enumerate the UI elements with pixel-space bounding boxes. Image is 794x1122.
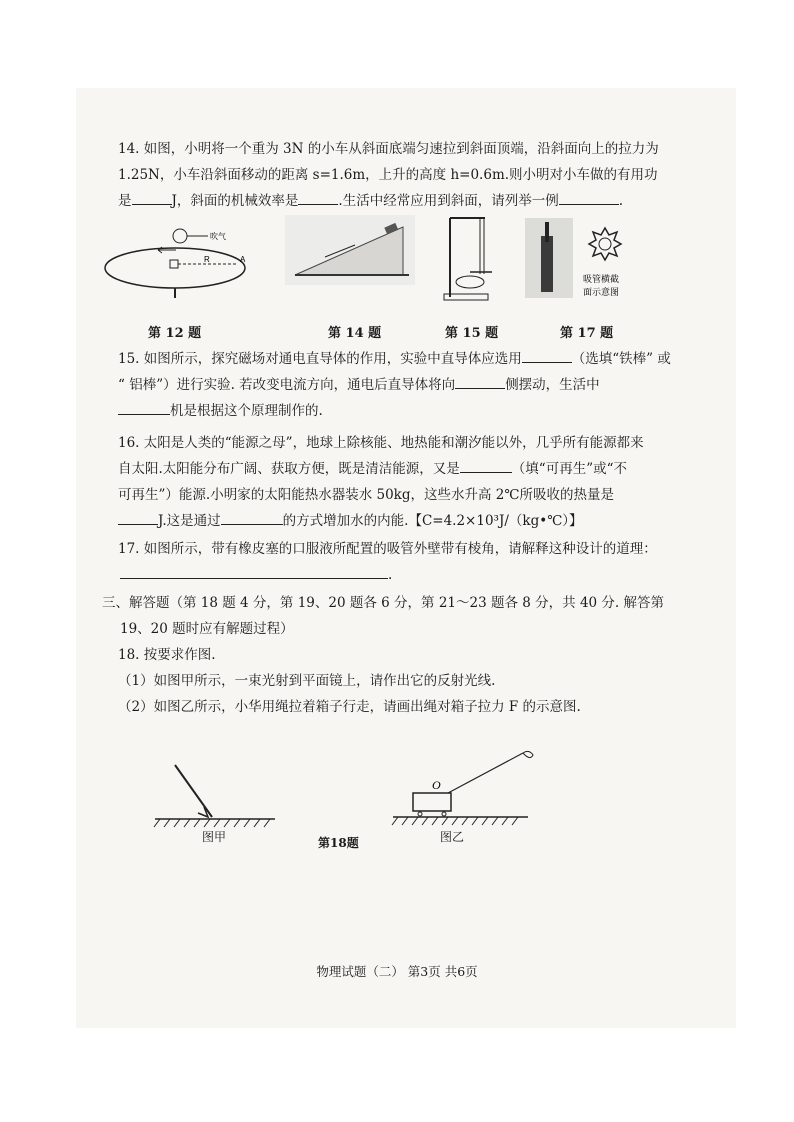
q18-sub1: （1）如图甲所示，一束光射到平面镜上，请作出它的反射光线. — [118, 673, 496, 689]
q16-text-c: J.这是通过 — [158, 513, 221, 529]
question-14 — [118, 136, 673, 214]
q15-text-d: 侧摆动，生活中 — [505, 377, 600, 393]
fig17-text2: 面示意图 — [583, 288, 620, 298]
q15-blank-3[interactable] — [118, 400, 170, 415]
q17-line1: 17. 如图所示，带有橡皮塞的口服液所配置的吸管外壁带有棱角，请解释这种设计的道理： — [118, 541, 657, 557]
q15-text-e: 机是根据这个原理制作的. — [170, 403, 323, 419]
q17-text-end: . — [388, 567, 393, 583]
q16-text-a: 自太阳.太阳能分布广阔、获取方便，既是清洁能源，又是 — [118, 461, 460, 477]
section3-line1: 三、解答题（第 18 题 4 分，第 19、20 题各 6 分，第 21～23 题各 8 分，共 40 分. 解答第 — [102, 595, 664, 611]
fig17-straw — [525, 218, 635, 298]
straw-cross-section-icon — [589, 228, 621, 260]
section3-line2: 19、20 题时应有解题过程） — [120, 621, 294, 637]
q18-title: 18. 按要求作图. — [118, 647, 216, 663]
section-3-header — [102, 590, 672, 642]
q16-blank-3[interactable] — [221, 510, 283, 525]
q16-text-d: 的方式增加水的内能.【C=4.2×10³J/（kg•℃）】 — [282, 513, 583, 529]
question-16 — [118, 430, 673, 534]
fig14-incline — [285, 215, 415, 285]
fig12-label-blow: 吹气 — [210, 232, 226, 241]
fig12-turntable — [100, 220, 250, 300]
q16-line3: 可再生”）能源.小明家的太阳能热水器装水 50kg，这些水升高 2℃所吸收的热量是 — [118, 487, 614, 503]
q14-text-c: .生活中经常应用到斜面，请列举一例 — [338, 193, 559, 209]
q16-blank-1[interactable] — [460, 458, 512, 473]
fig14-caption: 第 14 题 — [328, 326, 382, 341]
q14-line2: 1.25N，小车沿斜面移动的距离 s=1.6m，上升的高度 h=0.6m.则小明对小车做的有用功 — [118, 167, 658, 183]
q14-line3 — [118, 188, 673, 214]
q15-line2 — [118, 372, 673, 398]
question-15 — [118, 346, 673, 424]
q15-text-c: “ 铝棒”）进行实验. 若改变电流方向，通电后直导体将向 — [118, 377, 456, 393]
fig12-caption: 第 12 题 — [148, 326, 202, 341]
fig-yi-label: 图乙 — [440, 830, 465, 844]
fig15-caption: 第 15 题 — [445, 326, 499, 341]
question-18 — [118, 642, 673, 720]
fig17-text1: 吸管横截 — [583, 275, 620, 285]
q16-line1: 16. 太阳是人类的“能源之母”，地球上除核能、地热能和潮汐能以外，几乎所有能源都来 — [118, 435, 644, 451]
fig-jia-mirror — [150, 755, 280, 835]
q15-blank-1[interactable] — [522, 348, 572, 363]
page-footer: 物理试题（二） 第3页 共6页 — [316, 964, 478, 979]
q14-blank-1[interactable] — [132, 190, 172, 205]
fig12-label-R: R — [204, 255, 210, 264]
q15-text-b: （选填“铁棒” 或 — [571, 351, 671, 367]
fig-yi-box-rope — [388, 745, 538, 830]
q15-blank-2[interactable] — [455, 374, 505, 389]
fig12-label-A: A — [240, 255, 246, 264]
q16-line4 — [118, 508, 673, 534]
q17-answer-blank[interactable] — [120, 564, 388, 579]
q18-sub2: （2）如图乙所示，小华用绳拉着箱子行走，请画出绳对箱子拉力 F 的示意图. — [118, 699, 581, 715]
q14-text-d: . — [618, 193, 624, 209]
q14-blank-3[interactable] — [559, 190, 619, 205]
q15-line3 — [118, 398, 673, 424]
q14-text-a: 是 — [118, 193, 132, 209]
fig15-magnet-apparatus — [440, 212, 500, 307]
fig-yi-label-O: O — [432, 778, 441, 792]
q16-line2 — [118, 456, 673, 482]
q17-line2 — [118, 562, 673, 588]
fig-jia-label: 图甲 — [202, 830, 227, 844]
fig17-caption: 第 17 题 — [560, 326, 614, 341]
q15-line1 — [118, 346, 673, 372]
fig18-caption: 第18题 — [318, 836, 359, 850]
q16-text-b: （填“可再生”或“不 — [511, 461, 628, 477]
q14-blank-2[interactable] — [298, 190, 338, 205]
q16-blank-2[interactable] — [118, 510, 158, 525]
q14-text-b: J，斜面的机械效率是 — [171, 193, 299, 209]
q14-line1: 14. 如图，小明将一个重为 3N 的小车从斜面底端匀速拉到斜面顶端，沿斜面向上的拉力为 — [118, 141, 659, 157]
question-17 — [118, 536, 673, 588]
q15-text-a: 15. 如图所示，探究磁场对通电直导体的作用，实验中直导体应选用 — [118, 351, 522, 367]
